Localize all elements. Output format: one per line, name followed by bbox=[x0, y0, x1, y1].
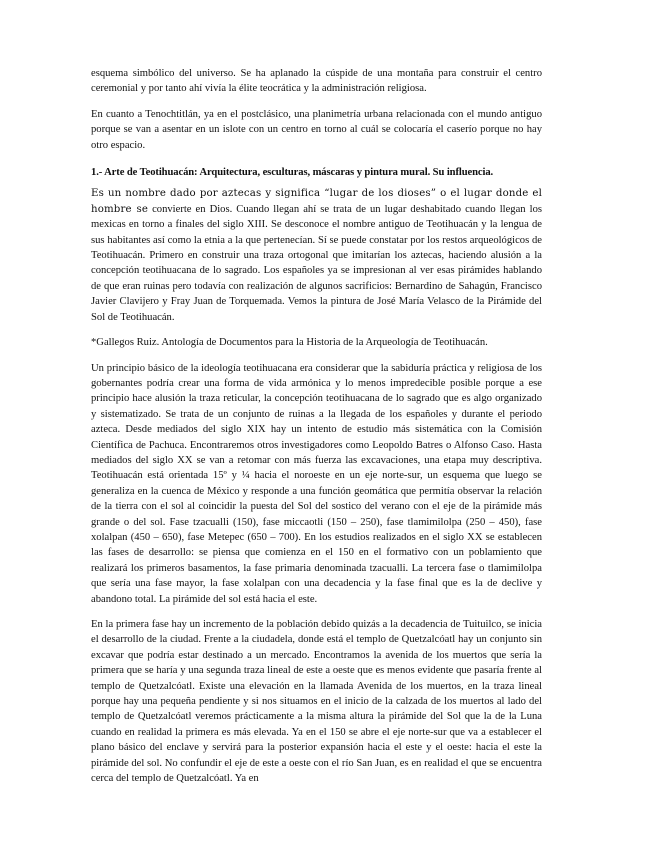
paragraph-tenochtitlan: En cuanto a Tenochtitlán, ya en el postclásico, una planimetría urbana relacionada con el mundo antiguo porque se van a asentar en un islote con un centro en torno al cuál se colocaría el caserío porque no hay otro espacio. bbox=[91, 108, 542, 151]
paragraph-name-meaning bbox=[91, 186, 542, 325]
document-page bbox=[91, 66, 542, 796]
paragraph-universe: esquema simbólico del universo. Se ha aplanado la cúspide de una montaña para construir el centro ceremonial y por tanto ahí vivía la élite teocrática y la administración religiosa. bbox=[91, 68, 542, 95]
paragraph-citation: *Gallegos Ruiz. Antología de Documentos para la Historia de la Arqueología de Teotihuacán. bbox=[91, 337, 488, 349]
section-heading: 1.- Arte de Teotihuacán: Arquitectura, esculturas, máscaras y pintura mural. Su influencia. bbox=[91, 167, 494, 179]
paragraph-first-phase: En la primera fase hay un incremento de la población debido quizás a la decadencia de Tuituilco, se inicia el desarrollo de la ciudad. Frente a la ciudadela, donde está el templo de Quetzalcóatl hay un conjunto sin excavar que podría estar destinado a un mercado. Encontramos la avenida de los muertos que sería la primera que se haría y una segunda traza lineal de este a oeste que es menos evidente que pasaría frente al templo de Quetzalcóatl. Existe una elevación en la llamada Avenida de los muertos, en la traza lineal porque hay una pequeña pendiente y si nos situamos en el inicio de la calzada de los muertos al lado del templo de Quetzalcóatl veremos prácticamente a la misma altura la pirámide del Sol que la de la Luna cuando en realidad la primera es más elevada. Ya en el 150 se abre el eje norte-sur que va a establecer el plano básico del enclave y servirá para la posterior expansión hacia el este y el oeste: hacia el este la pirámide del sol. No confundir el eje de este a oeste con el río San Juan, es en realidad el que se encuentra cerca del templo de Quetzalcóatl. Ya en bbox=[91, 619, 542, 785]
paragraph-name-meaning-rest: convierte en Dios. Cuando llegan ahí se trata de un lugar deshabitado cuando llegan los mexicas en torno a finales del siglo XIII. Se desconoce el nombre antiguo de Teotihuacán y la lengua de sus habitantes así como la etnia a la que pertenecían. Sí se puede constatar por los restos arqueológicos de Teotihuacán. Primero en construir una traza ortogonal que imitarían los aztecas, haciendo alusión a la concepción teotihuacana de lo sagrado. Los españoles ya se impresionan al ver esas pirámides hablando de que eran ruinas pero todavía con realización de algunos sacrificios: Bernardino de Sahagún, Francisco Javier Clavijero y Fray Juan de Torquemada. Vemos la pintura de José María Velasco de la Pirámide del Sol de Teotihuacán. bbox=[91, 203, 543, 323]
paragraph-name-meaning-first-line: Es un nombre dado por aztecas y significa “lugar de los dioses” o el lugar donde el hombre se bbox=[91, 188, 542, 215]
paragraph-ideology: Un principio básico de la ideología teotihuacana era considerar que la sabiduría práctica y religiosa de los gobernantes podría crear una forma de vida armónica y lo menos impredecible posible porque a ese principio hace alusión la traza reticular, la concepción teotihuacana de lo sagrado que es algo organizado y sistematizado. Se trata de un conjunto de ruinas a la llegada de los españoles y durante el periodo azteca. Desde mediados del siglo XIX hay un intento de estudio más sistemática con la Comisión Científica de Pachuca. Encontraremos otros investigadores como Leopoldo Batres o Alfonso Caso. Hasta mediados del siglo XX se van a retomar con más fuerza las excavaciones, una etapa muy descriptiva. Teotihuacán está orientada 15º y ¼ hacia el noroeste en un eje norte-sur, un esquema que luego se generaliza en la cuenca de México y responde a una función geomática que permitía observar la relación de la tierra con el sol al coincidir la puesta del Sol del sostico del verano con el eje de la pirámide más grande o del sol. Fase tzacualli (150), fase miccaotli (150 – 250), fase tlamimilolpa (250 – 450), fase xolalpan (450 – 650), fase Metepec (650 – 700). En los estudios realizados en el siglo XX se establecen las fases de desarrollo: se piensa que comienza en el 150 en el formativo con un poblamiento que realizará los primeros basamentos, la fase primaria denominada tzacualli. La tercera fase o tlamimilolpa que sería una fase mayor, la fase xolalpan con una decadencia y la fase final que es la de declive y abandono total. La pirámide del sol está hacia el este. bbox=[91, 362, 542, 605]
